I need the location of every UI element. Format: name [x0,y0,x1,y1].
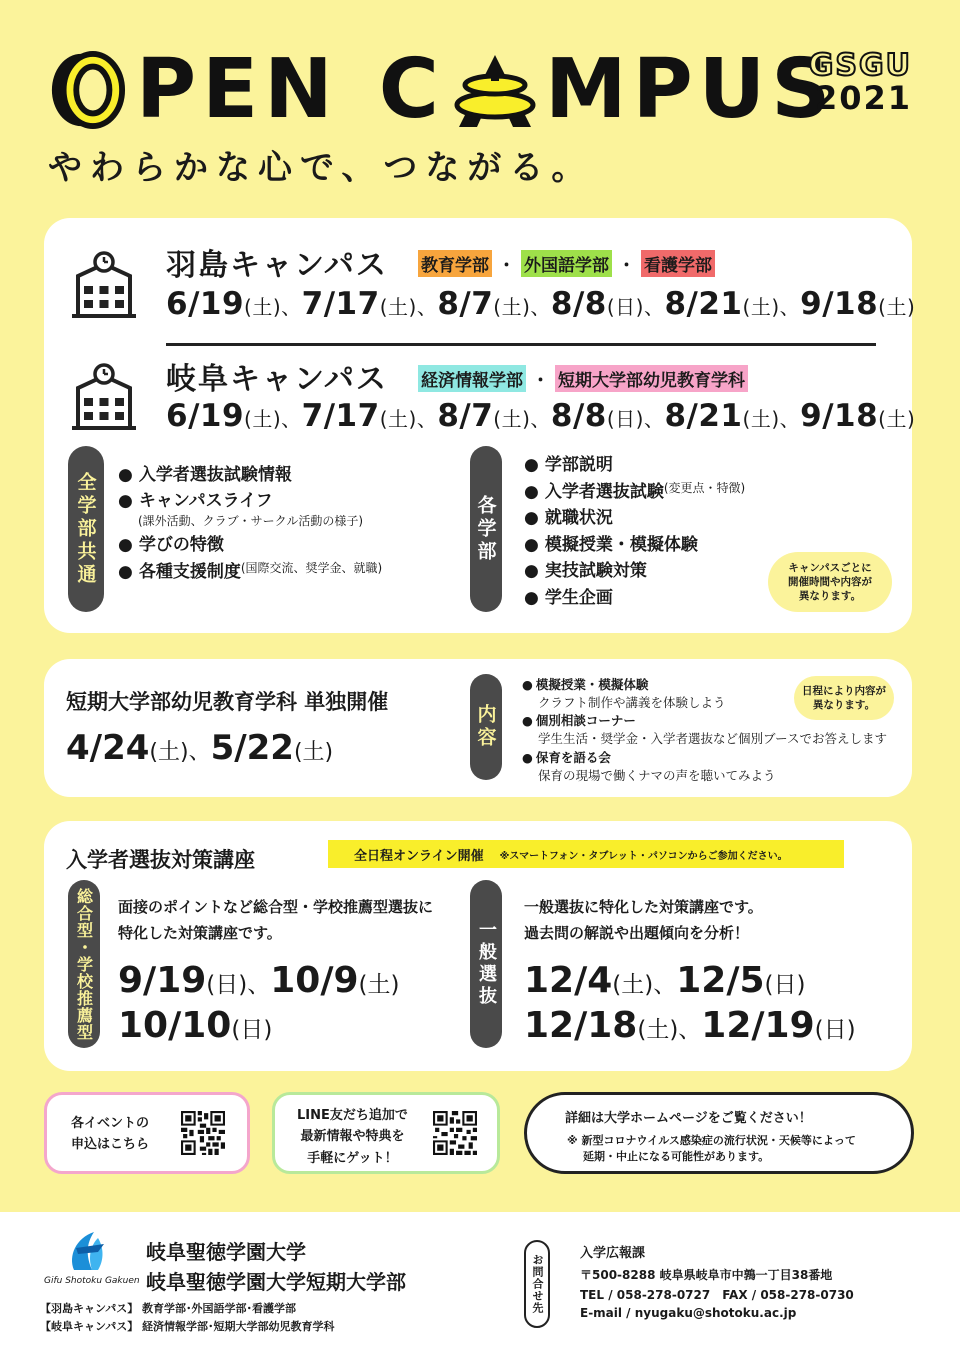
covid-notice: ※ 新型コロナウイルス感染症の流行状況・天候等によって 延期・中止になる可能性があります。 [567,1134,856,1163]
contact-label: お問合せ先 [524,1240,550,1328]
line-box[interactable] [272,1092,500,1174]
list-item: ● 実技試験対策 [524,558,745,585]
title-letter: M [544,42,633,137]
list-item: ● 就職状況 [524,505,745,532]
ippan-desc: 一般選抜に特化した対策講座です。 過去問の解説や出題傾向を分析！ [524,898,763,943]
dept-tag: 短期大学部幼児教育学科 [555,365,748,392]
apply-box[interactable] [44,1092,250,1174]
list-item: ● 入学者選抜試験 (変更点・特徴) [524,479,745,506]
dept-tag: 外国語学部 [521,250,612,277]
hashima-departments: 教育学部 ・ 外国語学部 ・ 看護学部 [418,250,715,277]
online-banner: 全日程オンライン開催 ※スマートフォン・タブレット・パソコンからご参加ください。 [328,840,844,868]
graduation-cap-a-icon [449,49,541,131]
each-dept-list [524,452,745,611]
open-campus-title [48,40,918,140]
dept-tag: 看護学部 [641,250,715,277]
gifu-campus-line: 【岐阜キャンパス】 経済情報学部･短期大学部幼児教育学科 [40,1320,335,1333]
common-list [118,462,382,585]
list-item: ● 入学者選抜試験情報 [118,462,382,488]
line-text: LINE友だち追加で 最新情報や特典を 手軽にゲット！ [297,1108,408,1166]
tagline: やわらかな心で、つながる。 [48,148,594,188]
qr-code-icon[interactable] [181,1111,225,1155]
dept-tag: 教育学部 [418,250,492,277]
title-letter: U [698,42,772,137]
schedule-note-bubble: 日程により内容が 異なります。 [794,676,894,720]
list-item: ● 各種支援制度 (国際交流、奨学金、就職) [118,559,382,585]
tandai-dates: 4/24(土)、5/22(土) [66,728,334,768]
office-name: 入学広報課 [580,1246,646,1261]
title-letter: C [378,42,445,137]
koza-title: 入学者選抜対策講座 [66,848,255,872]
university-name: 岐阜聖徳学園大学 [146,1240,306,1264]
gifu-campus-name: 岐阜キャンパス [166,362,388,397]
gsgu-year [809,50,912,115]
title-letter: E [202,42,265,137]
sogogata-desc: 面接のポイントなど総合型・学校推薦型選抜に 特化した対策講座です。 [118,898,434,943]
junior-college-name: 岐阜聖徳学園大学短期大学部 [146,1270,406,1294]
ippan-pill: 一般選抜 [470,880,502,1048]
hashima-campus-name: 羽島キャンパス [166,248,388,283]
building-icon [70,358,138,430]
hashima-dates: 6/19(土)、7/17(土)、8/7(土)、8/8(日)、8/21(土)、9/18(土) [166,286,916,322]
divider [166,343,876,346]
contents-pill: 内容 [470,674,502,780]
building-icon [70,246,138,318]
title-letter: P [632,42,699,137]
sogogata-pill: 総合型・学校推薦型 [68,880,100,1048]
title-letter: S [771,42,837,137]
dept-tag: 経済情報学部 [418,365,526,392]
hashima-campus-line: 【羽島キャンパス】 教育学部･外国語学部･看護学部 [40,1302,297,1315]
year-label: 2021 [814,78,912,117]
address: 〒500-8288 岐阜県岐阜市中鶉一丁目38番地 [580,1268,833,1282]
list-item: ● 学びの特徴 [118,532,382,558]
gsgu-label: GSGU [808,48,912,83]
logo-text: Gifu Shotoku Gakuen [44,1276,140,1286]
detail-box[interactable] [524,1092,914,1174]
phone-fax: TEL / 058-278-0727 FAX / 058-278-0730 [580,1288,854,1302]
common-pill: 全学部共通 [68,446,104,612]
qr-code-icon[interactable] [433,1111,477,1155]
campuslife-note: (課外活動、クラブ・サークル活動の様子) [138,513,364,528]
gifu-dates: 6/19(土)、7/17(土)、8/7(土)、8/8(日)、8/21(土)、9/18(土) [166,398,916,434]
university-logo-icon [64,1230,110,1274]
email-link[interactable]: E-mail / nyugaku@shotoku.ac.jp [580,1306,797,1320]
title-letter: N [264,42,339,137]
campus-note-bubble: キャンパスごとに 開催時間や内容が 異なります。 [768,552,892,612]
gifu-departments: 経済情報学部 ・ 短期大学部幼児教育学科 [418,365,748,392]
each-dept-pill: 各学部 [470,446,502,612]
tandai-title: 短期大学部幼児教育学科 単独開催 [66,690,389,714]
detail-text: 詳細は大学ホームページをご覧ください！ [565,1111,812,1126]
list-item: ● 学部説明 [524,452,745,479]
apply-text: 各イベントの 申込はこちら [71,1116,150,1153]
title-letter: P [136,42,203,137]
sogogata-dates: 9/19(日)、10/9(土) 10/10(日) [118,960,400,1046]
list-item: ● キャンパスライフ [118,488,382,514]
list-item: ● 学生企画 [524,585,745,612]
ippan-dates: 12/4(土)、12/5(日) 12/18(土)、12/19(日) [524,960,856,1046]
tandai-contents: ● 模擬授業・模擬体験 クラフト制作や講義を体験しよう ● 個別相談コーナー 学生生活・奨学金・入学者選抜など個別ブースでお答えします ● 保育を語る会 保育の現場で働くナマの声を聴いてみよう [522,676,887,785]
list-item: ● 模擬授業・模擬体験 [524,532,745,559]
coin-o-icon [48,51,126,129]
footer [0,1212,960,1358]
